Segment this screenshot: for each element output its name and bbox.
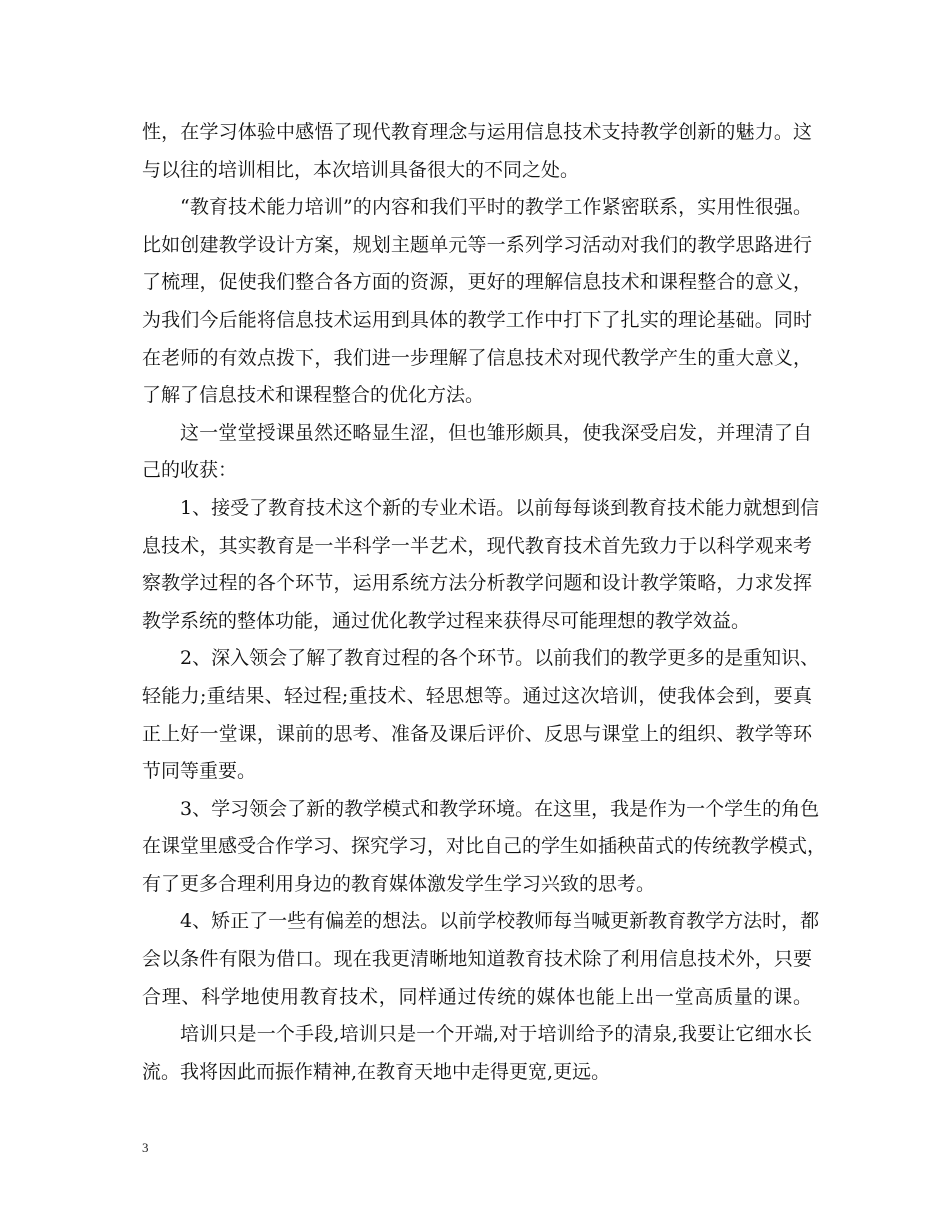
- text-line: 息技术，其实教育是一半科学一半艺术，现代教育技术首先致力于以科学观来考: [142, 534, 812, 557]
- text-line: 为我们今后能将信息技术运用到具体的教学工作中打下了扎实的理论基础。同时: [142, 308, 812, 331]
- text-line: 合理、科学地使用教育技术，同样通过传统的媒体也能上出一堂高质量的课。: [142, 985, 812, 1008]
- text-line: 2、深入领会了解了教育过程的各个环节。以前我们的教学更多的是重知识、: [180, 647, 820, 670]
- text-line: 性，在学习体验中感悟了现代教育理念与运用信息技术支持教学创新的魅力。这: [142, 121, 812, 143]
- text-line: 流。我将因此而振作精神,在教育天地中走得更宽,更远。: [142, 1060, 611, 1083]
- text-line: 轻能力;重结果、轻过程;重技术、轻思想等。通过这次培训，使我体会到，要真: [142, 684, 812, 707]
- text-line: 了解了信息技术和课程整合的优化方法。: [142, 384, 485, 407]
- text-line: 培训只是一个手段,培训只是一个开端,对于培训给予的清泉,我要让它细水长: [180, 1023, 812, 1046]
- text-line: 察教学过程的各个环节，运用系统方法分析教学问题和设计教学策略，力求发挥: [142, 572, 812, 595]
- text-line: 正上好一堂课，课前的思考、准备及课后评价、反思与课堂上的组织、教学等环: [142, 722, 812, 745]
- text-line: 4、矫正了一些有偏差的想法。以前学校教师每当喊更新教育教学方法时，都: [180, 910, 820, 933]
- page-number: 3: [142, 1140, 149, 1155]
- text-line: 这一堂堂授课虽然还略显生涩，但也雏形颇具，使我深受启发，并理清了自: [180, 421, 812, 444]
- text-line: 了梳理，促使我们整合各方面的资源，更好的理解信息技术和课程整合的意义，: [142, 271, 812, 294]
- text-line: 会以条件有限为借口。现在我更清晰地知道教育技术除了利用信息技术外，只要: [142, 948, 812, 971]
- text-line: 教学系统的整体功能，通过优化教学过程来获得尽可能理想的教学效益。: [142, 609, 751, 632]
- text-line: 与以往的培训相比，本次培训具备很大的不同之处。: [142, 158, 580, 181]
- text-line: 1、接受了教育技术这个新的专业术语。以前每每谈到教育技术能力就想到信: [180, 496, 820, 519]
- text-line: 己的收获：: [142, 459, 238, 482]
- text-line: “教育技术能力培训”的内容和我们平时的教学工作紧密联系，实用性很强。: [180, 196, 812, 219]
- text-line: 在课堂里感受合作学习、探究学习，对比自己的学生如插秧苗式的传统教学模式，: [142, 835, 827, 858]
- text-line: 有了更多合理利用身边的教育媒体激发学生学习兴致的思考。: [142, 872, 656, 895]
- document-body: [142, 114, 827, 1091]
- text-line: 3、学习领会了新的教学模式和教学环境。在这里，我是作为一个学生的角色: [180, 797, 820, 820]
- text-line: 比如创建教学设计方案，规划主题单元等一系列学习活动对我们的教学思路进行: [142, 233, 812, 256]
- text-line: 节同等重要。: [142, 760, 257, 783]
- text-line: 在老师的有效点拨下，我们进一步理解了信息技术对现代教学产生的重大意义，: [142, 346, 812, 369]
